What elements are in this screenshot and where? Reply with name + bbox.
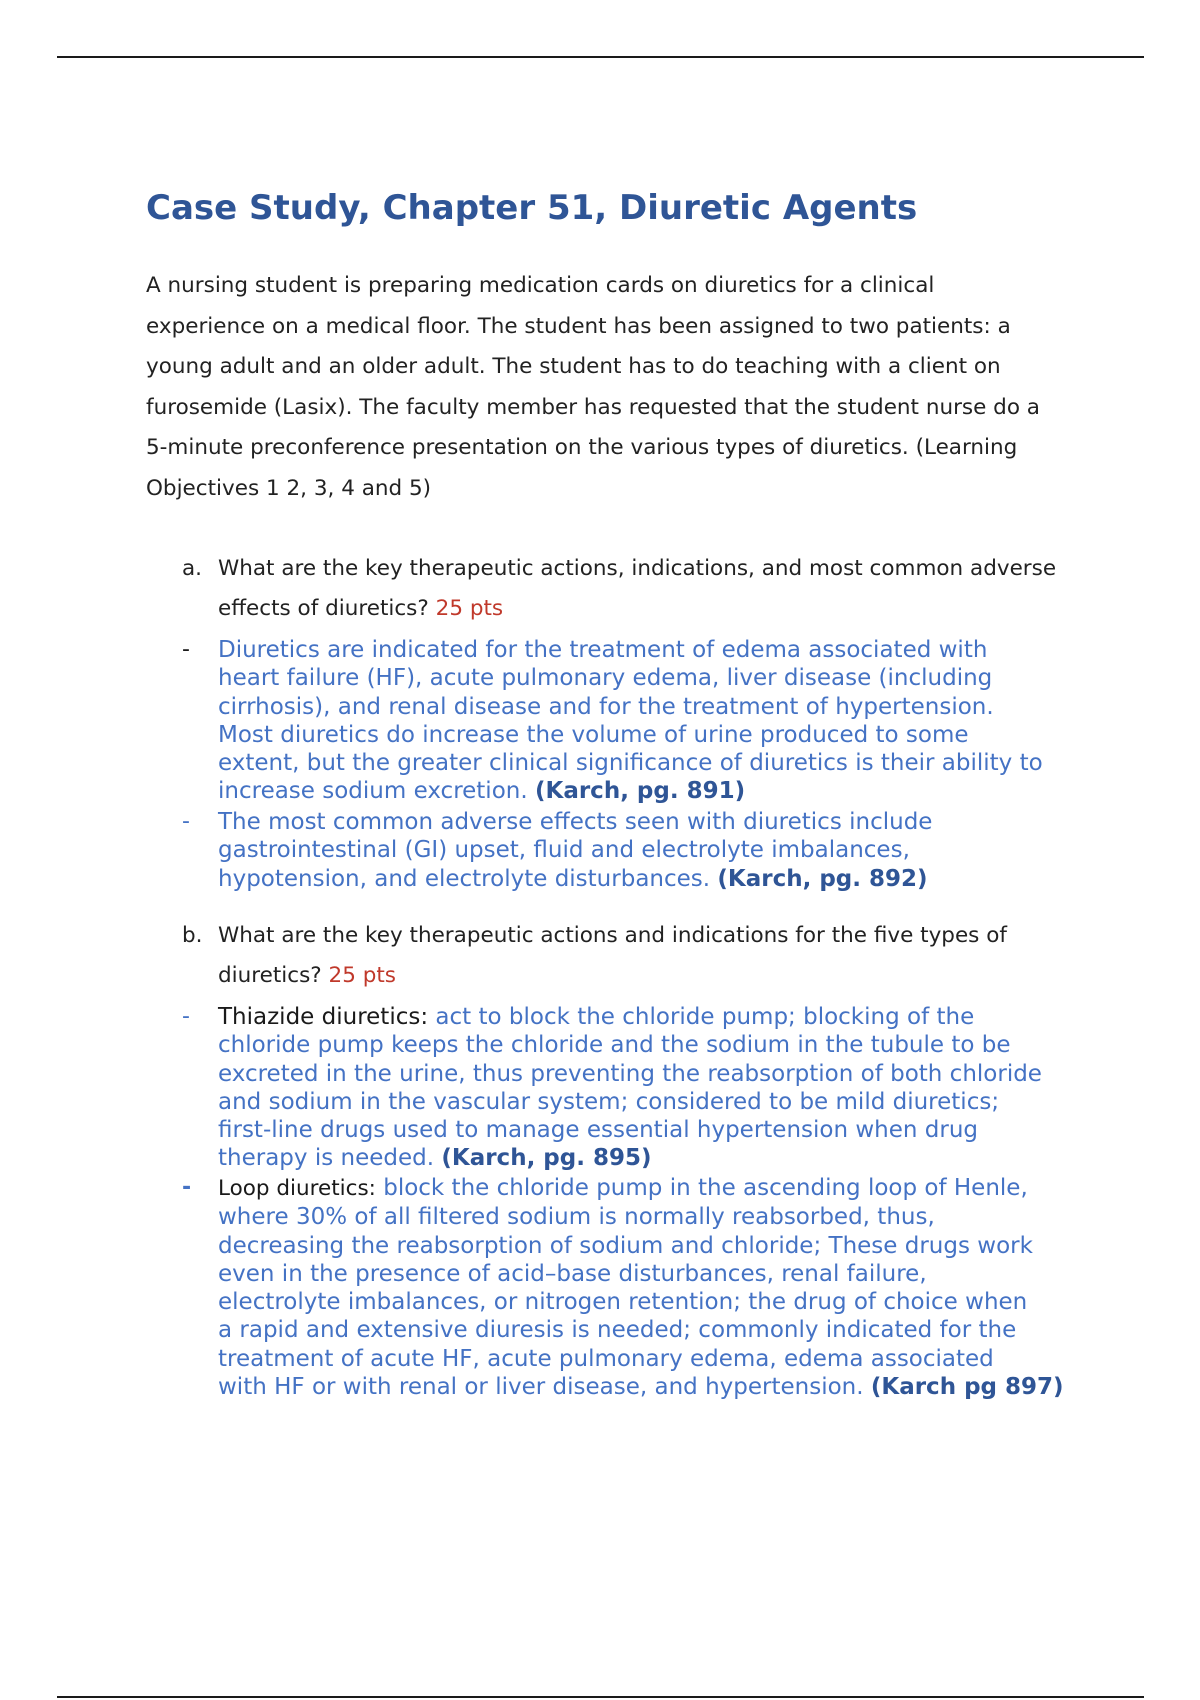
answer-line: electrolyte imbalances, or nitrogen retention; the drug of choice when: [218, 1289, 1028, 1316]
question-line-text: effects of diuretics?: [218, 596, 429, 621]
answer-line: decreasing the reabsorption of sodium and chloride; These drugs work: [218, 1232, 1033, 1259]
answer-line: [218, 1003, 1118, 1031]
answer-line: gastrointestinal (GI) upset, fluid and electrolyte imbalances,: [218, 837, 910, 864]
intro-paragraph: [146, 266, 1086, 509]
intro-line: Objectives 1 2, 3, 4 and 5): [146, 475, 432, 501]
answer-text: [218, 808, 1118, 893]
answer-text: [218, 636, 1118, 806]
answer-line-text: therapy is needed.: [218, 1145, 435, 1172]
answer-line: and sodium in the vascular system; considered to be mild diuretics;: [218, 1088, 1000, 1115]
intro-line: young adult and an older adult. The student has to do teaching with a client on: [146, 354, 1001, 379]
question-line: [218, 589, 1098, 629]
answer-line: even in the presence of acid–base disturbances, renal failure,: [218, 1260, 927, 1287]
answer-text: [218, 1003, 1118, 1173]
top-rule: [57, 56, 1144, 58]
answer-line: [218, 1144, 1118, 1172]
question-text: [218, 916, 1098, 996]
question-line: [218, 956, 1098, 996]
answer-line-text: block the chloride pump in the ascending loop of Henle,: [383, 1175, 1028, 1201]
answer-line: where 30% of all filtered sodium is normally reabsorbed, thus,: [218, 1204, 935, 1231]
bullet-dash: -: [182, 1175, 192, 1200]
question-marker: a.: [182, 556, 203, 581]
intro-line: furosemide (Lasix). The faculty member has requested that the student nurse do a: [146, 394, 1040, 420]
answer-line: a rapid and extensive diuresis is needed; commonly indicated for the: [218, 1317, 1017, 1344]
answer-line: extent, but the greater clinical significance of diuretics is their ability to: [218, 750, 1043, 777]
citation: (Karch, pg. 892): [717, 865, 928, 892]
answer-line-text: hypotension, and electrolyte disturbances.: [218, 865, 711, 892]
answer-line-text: act to block the chloride pump; blocking of the: [435, 1004, 975, 1030]
bottom-rule: [57, 1696, 1144, 1698]
question-marker: b.: [182, 923, 203, 948]
question-line: What are the key therapeutic actions, indications, and most common adverse: [218, 556, 1057, 581]
answer-text: [218, 1174, 1118, 1401]
answer-line: [218, 865, 1118, 893]
answer-lead: Loop diuretics:: [218, 1176, 376, 1201]
answer-line: heart failure (HF), acute pulmonary edema, liver disease (including: [218, 665, 993, 692]
answer-line: excreted in the urine, thus preventing the reabsorption of both chloride: [218, 1060, 1042, 1087]
answer-line: treatment of acute HF, acute pulmonary edema, edema associated: [218, 1345, 994, 1372]
answer-line-text: increase sodium excretion.: [218, 778, 528, 805]
page-title: Case Study, Chapter 51, Diuretic Agents: [146, 188, 918, 228]
question-line: What are the key therapeutic actions and indications for the five types of: [218, 923, 1007, 948]
answer-line: first-line drugs used to manage essential hypertension when drug: [218, 1117, 979, 1144]
answer-line: Most diuretics do increase the volume of urine produced to some: [218, 721, 969, 748]
bullet-dash: -: [182, 1004, 190, 1029]
answer-line: cirrhosis), and renal disease and for the treatment of hypertension.: [218, 693, 994, 720]
citation: (Karch, pg. 895): [441, 1145, 652, 1172]
question-text: [218, 549, 1098, 629]
answer-lead: Thiazide diuretics:: [218, 1004, 429, 1030]
citation: (Karch pg 897): [870, 1374, 1064, 1401]
intro-line: experience on a medical floor. The student has been assigned to two patients: a: [146, 313, 1011, 339]
citation: (Karch, pg. 891): [534, 778, 746, 805]
answer-line: [218, 1174, 1118, 1203]
answer-line: [218, 777, 1118, 805]
answer-line: The most common adverse effects seen with diuretics include: [218, 809, 933, 835]
points-label: 25 pts: [435, 596, 504, 621]
answer-line: Diuretics are indicated for the treatment of edema associated with: [218, 637, 988, 663]
intro-line: A nursing student is preparing medication cards on diuretics for a clinical: [146, 273, 935, 298]
bullet-dash: -: [182, 809, 190, 834]
question-line-text: diuretics?: [218, 963, 322, 988]
intro-line: 5-minute preconference presentation on the various types of diuretics. (Learning: [146, 435, 1018, 460]
answer-line: chloride pump keeps the chloride and the sodium in the tubule to be: [218, 1032, 1011, 1059]
bullet-dash: -: [182, 637, 190, 662]
points-label: 25 pts: [328, 963, 397, 988]
answer-line-text: with HF or with renal or liver disease, and hypertension.: [218, 1374, 864, 1401]
answer-line: [218, 1373, 1118, 1401]
